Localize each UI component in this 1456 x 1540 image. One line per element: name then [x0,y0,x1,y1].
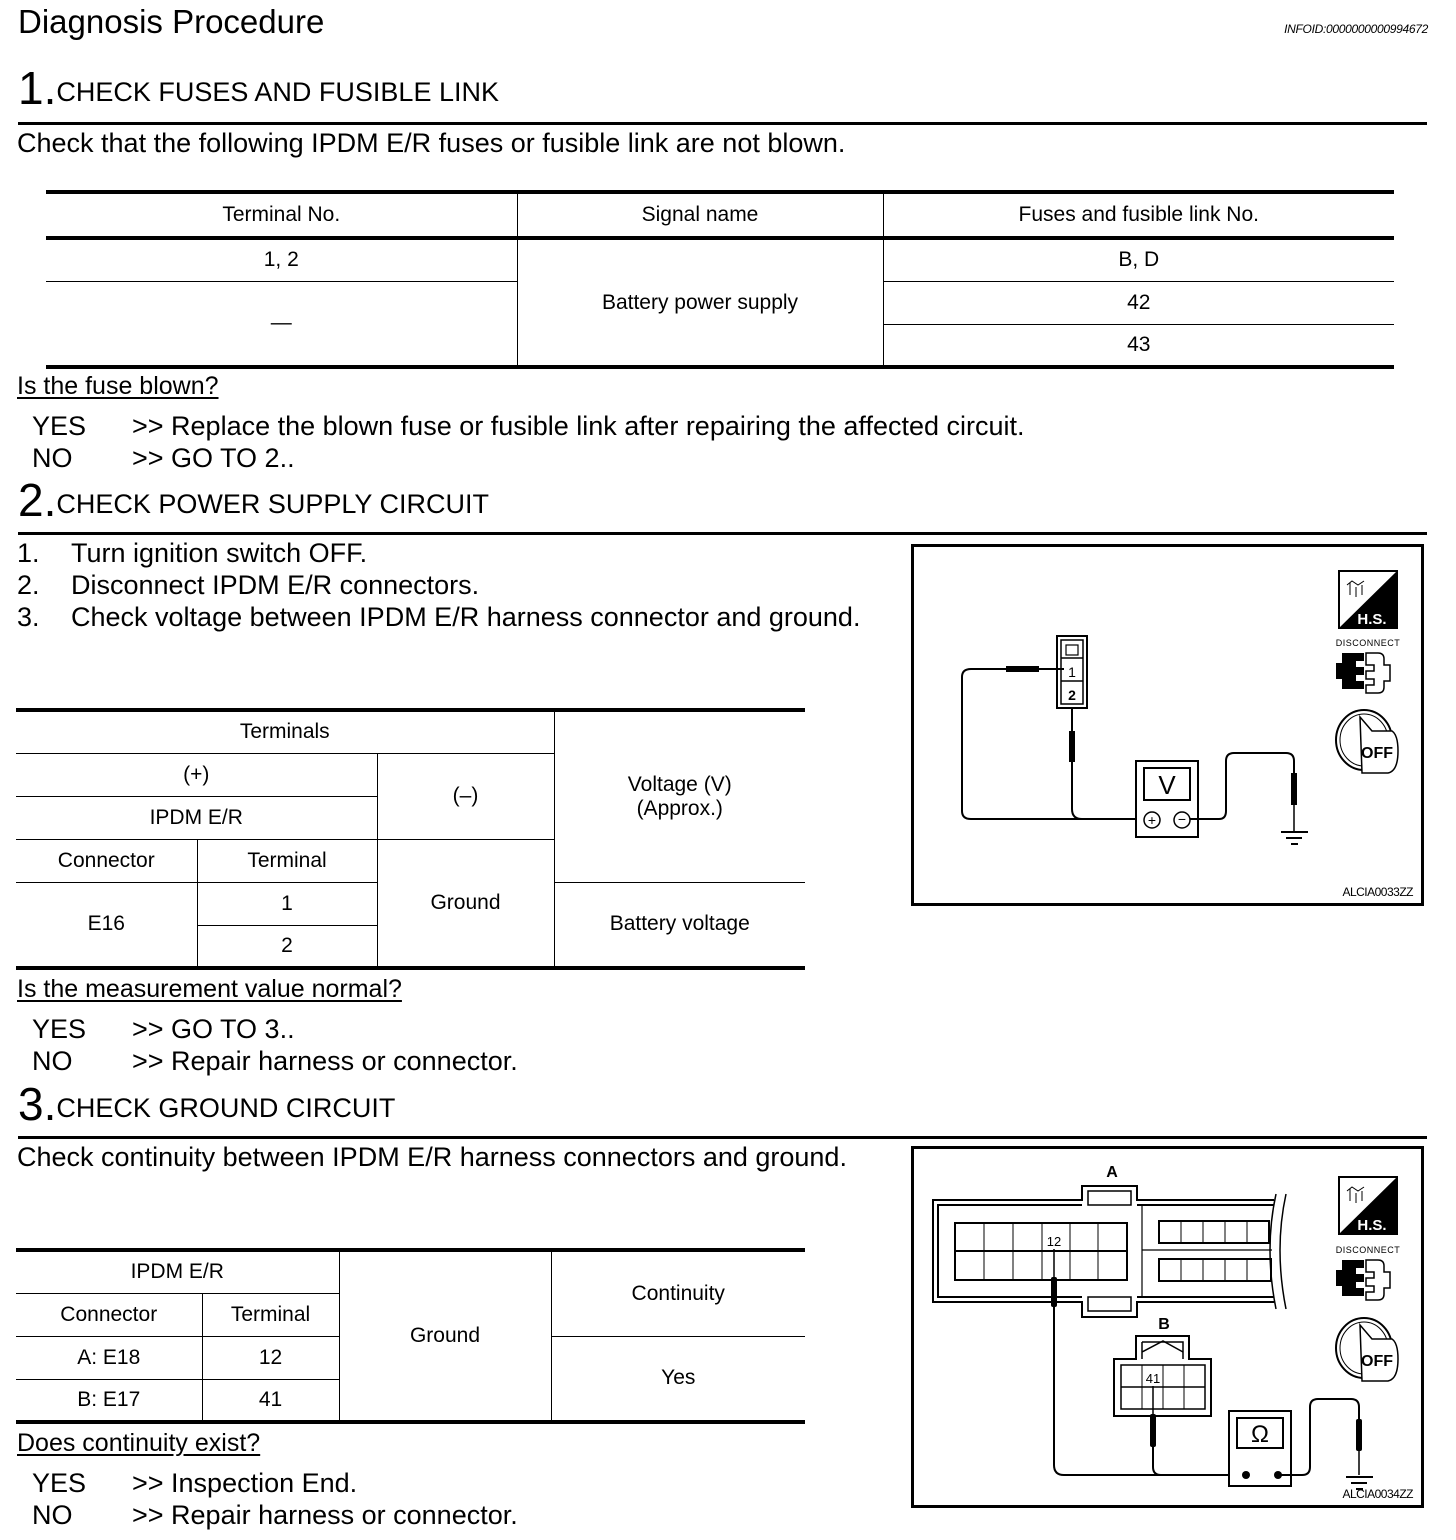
svg-text:Ω: Ω [1251,1421,1269,1448]
cell-fuse: 42 [883,281,1394,324]
svg-text:DISCONNECT: DISCONNECT [1335,1245,1401,1255]
connector-a-icon [933,1164,1286,1317]
step-3-instruction: Check continuity between IPDM E/R harness connectors and ground. [17,1142,847,1172]
cell-connector: A: E18 [16,1336,202,1379]
svg-text:+: + [1147,812,1157,828]
header-fuses: Fuses and fusible link No. [883,192,1394,238]
cell-continuity-value: Yes [551,1336,805,1422]
ignition-off-icon [1336,710,1398,773]
header-module: IPDM E/R [16,1250,339,1293]
step-2-question: Is the measurement value normal? [17,975,402,1003]
step-2-answer-yes: YES >> GO TO 3.. [32,1014,295,1044]
step-2-divider [18,532,1427,535]
voltage-circuit-diagram [914,547,1421,903]
svg-text:OFF: OFF [1361,745,1393,762]
instruction-item: 3. Check voltage between IPDM E/R harness connector and ground. [17,602,861,632]
svg-text:OFF: OFF [1361,1353,1393,1370]
voltage-table [16,708,805,970]
instruction-item: 2. Disconnect IPDM E/R connectors. [17,570,480,600]
step-3-question: Does continuity exist? [17,1429,261,1457]
step-1-divider [18,122,1427,125]
step-3-answer-no: NO >> Repair harness or connector. [32,1500,518,1530]
cell-terminal: 2 [197,925,377,968]
header-terminal-no: Terminal No. [46,192,517,238]
header-terminal: Terminal [197,839,377,882]
cell-terminal: 1 [197,882,377,925]
header-signal-name: Signal name [517,192,883,238]
step-3-number: 3. [18,1078,57,1130]
header-terminals: Terminals [16,710,554,753]
fuse-table-header [46,192,1394,238]
page-title: Diagnosis Procedure [18,3,325,40]
step-1-answer-yes: YES >> Replace the blown fuse or fusible link after repairing the affected circuit. [32,411,1025,441]
cell-fuse: 43 [883,324,1394,367]
fuse-table [46,190,1394,369]
instruction-item: 1. Turn ignition switch OFF. [17,538,368,568]
svg-text:41: 41 [1145,1371,1161,1386]
step-2-title: CHECK POWER SUPPLY CIRCUIT [56,489,489,519]
figure-code: ALCIA0034ZZ [1342,1487,1413,1501]
continuity-check-figure [911,1146,1424,1508]
cell-ground: Ground [339,1250,551,1422]
step-1-number: 1. [18,62,57,114]
figure-code: ALCIA0033ZZ [1342,885,1413,899]
svg-text:12: 12 [1046,1234,1062,1249]
svg-text:2: 2 [1068,687,1076,703]
header-terminal: Terminal [202,1293,339,1336]
voltmeter-icon [1136,761,1198,837]
header-connector: Connector [16,1293,202,1336]
header-plus: (+) [16,753,377,796]
svg-text:−: − [1177,811,1187,827]
cell-terminal: 12 [202,1336,339,1379]
connector-b-icon [1114,1316,1211,1416]
continuity-circuit-diagram [914,1149,1421,1505]
step-1-instruction: Check that the following IPDM E/R fuses or fusible link are not blown. [17,128,846,158]
cell-ground: Ground [377,839,554,968]
step-2-answer-no: NO >> Repair harness or connector. [32,1046,518,1076]
cell-terminal: 41 [202,1379,339,1422]
cell-fuse: B, D [883,238,1394,281]
svg-text:B: B [1158,1316,1170,1333]
step-2-heading [18,474,489,526]
svg-text:1: 1 [1068,664,1076,680]
svg-text:DISCONNECT: DISCONNECT [1335,638,1401,648]
ground-icon [1281,832,1308,844]
continuity-table [16,1248,805,1424]
connector-icon [1057,636,1087,708]
step-1-heading [18,62,499,114]
step-3-title: CHECK GROUND CIRCUIT [56,1093,396,1123]
disconnect-icon [1336,1245,1401,1300]
cell-connector: E16 [16,882,197,968]
step-1-answer-no: NO >> GO TO 2.. [32,443,295,473]
svg-text:V: V [1158,770,1176,800]
cell-connector: B: E17 [16,1379,202,1422]
step-2-number: 2. [18,474,57,526]
cell-signal: Battery power supply [517,238,883,367]
header-minus: (–) [377,753,554,839]
harness-side-icon [1339,571,1397,628]
cell-voltage-value: Battery voltage [554,882,805,968]
svg-text:H.S.: H.S. [1357,611,1387,628]
step-2-instructions [17,537,893,633]
step-3-heading [18,1078,396,1130]
step-1-question: Is the fuse blown? [17,372,219,400]
header-connector: Connector [16,839,197,882]
ignition-off-icon [1336,1318,1398,1381]
disconnect-icon [1336,638,1401,693]
cell-terminal: 1, 2 [46,238,517,281]
svg-text:A: A [1106,1164,1118,1181]
step-3-divider [18,1136,1427,1139]
step-1-title: CHECK FUSES AND FUSIBLE LINK [56,77,499,107]
step-3-answer-yes: YES >> Inspection End. [32,1468,358,1498]
harness-side-icon [1339,1177,1397,1234]
header-voltage: Voltage (V) (Approx.) [554,710,805,882]
cell-terminal: — [46,281,517,367]
header-continuity: Continuity [551,1250,805,1336]
info-id: INFOID:0000000000994672 [1284,22,1428,36]
header-module: IPDM E/R [16,796,377,839]
table-row [46,238,1394,281]
svg-text:H.S.: H.S. [1357,1217,1387,1234]
voltage-check-figure [911,544,1424,906]
